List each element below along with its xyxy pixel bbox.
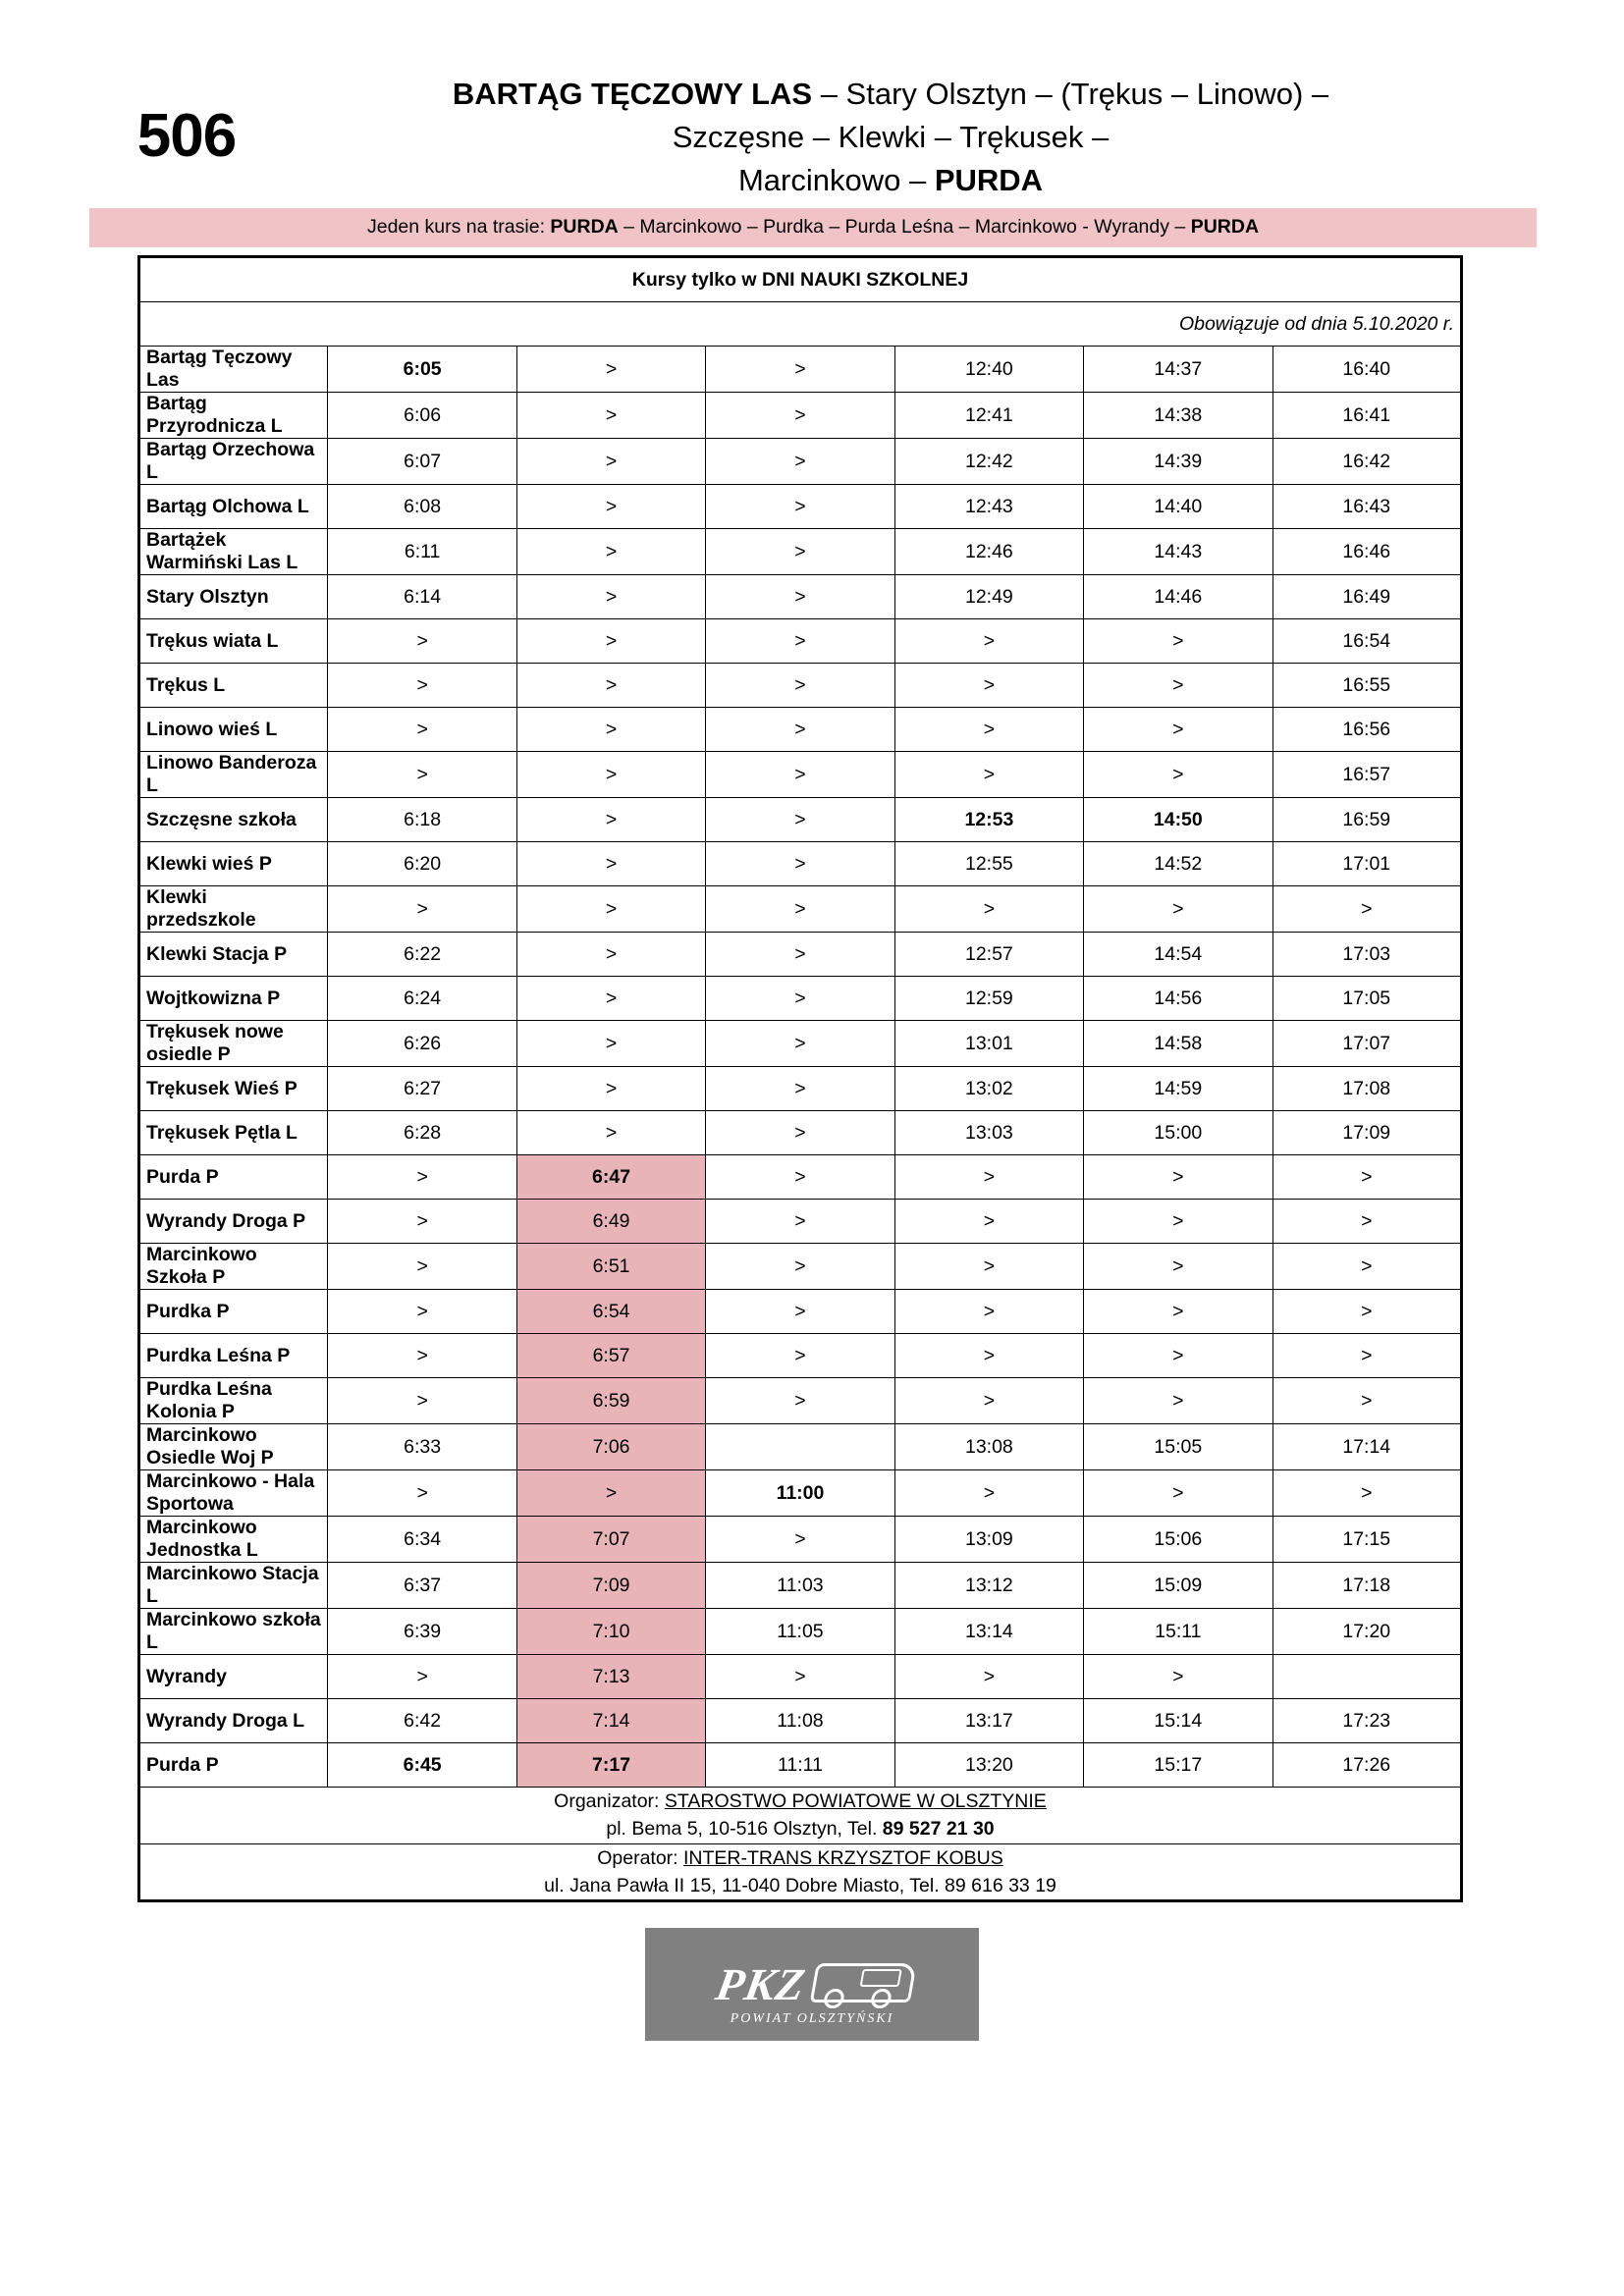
departure-time: 15:06 bbox=[1084, 1517, 1272, 1563]
departure-time: > bbox=[1084, 664, 1272, 708]
departure-time: > bbox=[894, 752, 1083, 798]
departure-time: > bbox=[516, 1021, 705, 1067]
departure-time: > bbox=[516, 708, 705, 752]
departure-time: > bbox=[894, 886, 1083, 933]
departure-time: 16:41 bbox=[1272, 393, 1461, 439]
departure-time: > bbox=[328, 1655, 516, 1699]
logo-text: PKZ bbox=[712, 1959, 810, 2010]
departure-time: 6:06 bbox=[328, 393, 516, 439]
departure-time: 7:17 bbox=[516, 1743, 705, 1788]
departure-time: > bbox=[706, 1378, 894, 1424]
departure-time: 16:42 bbox=[1272, 439, 1461, 485]
departure-time: 17:18 bbox=[1272, 1563, 1461, 1609]
departure-time: 16:43 bbox=[1272, 485, 1461, 529]
single-course-notice bbox=[89, 208, 1537, 247]
departure-time: 17:07 bbox=[1272, 1021, 1461, 1067]
table-row bbox=[139, 1470, 1462, 1517]
departure-time: > bbox=[1272, 886, 1461, 933]
organizer-cell bbox=[139, 1788, 1462, 1844]
departure-time: 16:59 bbox=[1272, 798, 1461, 842]
page-header bbox=[88, 59, 1536, 202]
departure-time: > bbox=[328, 1290, 516, 1334]
departure-time: > bbox=[1084, 1244, 1272, 1290]
departure-time: > bbox=[1084, 1334, 1272, 1378]
departure-time: 6:07 bbox=[328, 439, 516, 485]
stop-name: Purda P bbox=[139, 1743, 328, 1788]
stop-name: Trękusek Wieś P bbox=[139, 1067, 328, 1111]
stop-name: Klewki Stacja P bbox=[139, 933, 328, 977]
departure-time: 6:26 bbox=[328, 1021, 516, 1067]
departure-time: 15:00 bbox=[1084, 1111, 1272, 1155]
departure-time: > bbox=[894, 1200, 1083, 1244]
departure-time: > bbox=[328, 1334, 516, 1378]
departure-time: 17:03 bbox=[1272, 933, 1461, 977]
table-row bbox=[139, 575, 1462, 619]
table-row bbox=[139, 1517, 1462, 1563]
departure-time: 6:51 bbox=[516, 1244, 705, 1290]
departure-time: > bbox=[894, 1244, 1083, 1290]
departure-time: > bbox=[706, 798, 894, 842]
notice-pre: Jeden kurs na trasie: bbox=[366, 216, 551, 239]
departure-time: > bbox=[328, 1155, 516, 1200]
table-row bbox=[139, 1111, 1462, 1155]
table-row bbox=[139, 977, 1462, 1021]
notice-mid: – Marcinkowo – Purdka – Purda Leśna – Marcinkowo - Wyrandy – bbox=[618, 216, 1191, 239]
stop-name: Szczęsne szkoła bbox=[139, 798, 328, 842]
departure-time: > bbox=[1084, 1200, 1272, 1244]
departure-time: > bbox=[328, 1378, 516, 1424]
departure-time: > bbox=[516, 575, 705, 619]
departure-time: 12:59 bbox=[894, 977, 1083, 1021]
departure-time: 12:46 bbox=[894, 529, 1083, 575]
departure-time: 12:40 bbox=[894, 347, 1083, 393]
notice-bold-2: PURDA bbox=[1190, 216, 1260, 239]
operator-row bbox=[139, 1843, 1462, 1901]
departure-time: > bbox=[1084, 886, 1272, 933]
departure-time: > bbox=[1084, 1155, 1272, 1200]
operator-label: Operator: bbox=[597, 1846, 684, 1869]
operator-line bbox=[146, 1844, 1454, 1872]
departure-time: 6:49 bbox=[516, 1200, 705, 1244]
table-row bbox=[139, 1334, 1462, 1378]
departure-time: 11:05 bbox=[706, 1609, 894, 1655]
departure-time: > bbox=[1084, 1378, 1272, 1424]
departure-time: 6:45 bbox=[328, 1743, 516, 1788]
departure-time: > bbox=[516, 977, 705, 1021]
stop-name: Klewki wieś P bbox=[139, 842, 328, 886]
departure-time: > bbox=[894, 1378, 1083, 1424]
departure-time: > bbox=[706, 708, 894, 752]
departure-time: > bbox=[706, 1290, 894, 1334]
departure-time: > bbox=[1084, 1290, 1272, 1334]
departure-time: > bbox=[894, 1290, 1083, 1334]
stop-name: Bartąg Olchowa L bbox=[139, 485, 328, 529]
table-row bbox=[139, 1021, 1462, 1067]
departure-time: 14:58 bbox=[1084, 1021, 1272, 1067]
departure-time: 13:12 bbox=[894, 1563, 1083, 1609]
departure-time: > bbox=[516, 842, 705, 886]
departure-time: 6:54 bbox=[516, 1290, 705, 1334]
departure-time: 13:01 bbox=[894, 1021, 1083, 1067]
departure-time: > bbox=[894, 1655, 1083, 1699]
departure-time: 6:11 bbox=[328, 529, 516, 575]
departure-time: > bbox=[516, 798, 705, 842]
departure-time: > bbox=[706, 1155, 894, 1200]
departure-time: > bbox=[516, 933, 705, 977]
departure-time: > bbox=[706, 1200, 894, 1244]
departure-time: > bbox=[894, 1155, 1083, 1200]
departure-time: > bbox=[706, 485, 894, 529]
table-row bbox=[139, 886, 1462, 933]
departure-time: > bbox=[516, 439, 705, 485]
stop-name: Purdka Leśna P bbox=[139, 1334, 328, 1378]
stop-name: Marcinkowo Jednostka L bbox=[139, 1517, 328, 1563]
departure-time: 17:01 bbox=[1272, 842, 1461, 886]
departure-time: > bbox=[516, 1470, 705, 1517]
table-row bbox=[139, 664, 1462, 708]
timetable-title-row bbox=[139, 257, 1462, 302]
departure-time: > bbox=[516, 752, 705, 798]
departure-time: > bbox=[328, 664, 516, 708]
departure-time: 7:13 bbox=[516, 1655, 705, 1699]
operator-address: ul. Jana Pawła II 15, 11-040 Dobre Miasto, Tel. 89 616 33 19 bbox=[544, 1874, 1056, 1896]
organizer-line bbox=[146, 1788, 1454, 1815]
departure-time: 6:08 bbox=[328, 485, 516, 529]
departure-time: 6:42 bbox=[328, 1699, 516, 1743]
table-row bbox=[139, 1699, 1462, 1743]
departure-time: 17:09 bbox=[1272, 1111, 1461, 1155]
departure-time: 16:49 bbox=[1272, 575, 1461, 619]
stop-name: Purdka Leśna Kolonia P bbox=[139, 1378, 328, 1424]
stop-name: Bartążek Warmiński Las L bbox=[139, 529, 328, 575]
departure-time bbox=[1272, 1655, 1461, 1699]
departure-time bbox=[706, 1424, 894, 1470]
bus-icon bbox=[808, 1959, 911, 2010]
departure-time: 17:20 bbox=[1272, 1609, 1461, 1655]
departure-time: 6:22 bbox=[328, 933, 516, 977]
valid-from: Obowiązuje od dnia 5.10.2020 r. bbox=[139, 302, 1462, 347]
departure-time: 15:14 bbox=[1084, 1699, 1272, 1743]
departure-time: > bbox=[328, 1200, 516, 1244]
table-row bbox=[139, 1563, 1462, 1609]
departure-time: 16:56 bbox=[1272, 708, 1461, 752]
departure-time: > bbox=[706, 1244, 894, 1290]
timetable-valid-row bbox=[139, 302, 1462, 347]
departure-time: > bbox=[1272, 1470, 1461, 1517]
organizer-address-line bbox=[146, 1815, 1454, 1842]
pkz-logo bbox=[645, 1928, 979, 2041]
stop-name: Trękus wiata L bbox=[139, 619, 328, 664]
departure-time: 13:03 bbox=[894, 1111, 1083, 1155]
stop-name: Wyrandy Droga L bbox=[139, 1699, 328, 1743]
departure-time: > bbox=[328, 619, 516, 664]
departure-time: 7:06 bbox=[516, 1424, 705, 1470]
stop-name: Bartąg Przyrodnicza L bbox=[139, 393, 328, 439]
table-row bbox=[139, 1378, 1462, 1424]
organizer-address: pl. Bema 5, 10-516 Olsztyn, Tel. bbox=[606, 1818, 883, 1841]
operator-name: INTER-TRANS KRZYSZTOF KOBUS bbox=[683, 1846, 1003, 1869]
stop-name: Purda P bbox=[139, 1155, 328, 1200]
title-line-1 bbox=[285, 73, 1496, 116]
stop-name: Wyrandy bbox=[139, 1655, 328, 1699]
departure-time: > bbox=[516, 1067, 705, 1111]
departure-time: 15:09 bbox=[1084, 1563, 1272, 1609]
departure-time: 14:52 bbox=[1084, 842, 1272, 886]
departure-time: 7:09 bbox=[516, 1563, 705, 1609]
departure-time: > bbox=[1084, 1470, 1272, 1517]
departure-time: 6:27 bbox=[328, 1067, 516, 1111]
stop-name: Stary Olsztyn bbox=[139, 575, 328, 619]
table-row bbox=[139, 1200, 1462, 1244]
departure-time: 14:43 bbox=[1084, 529, 1272, 575]
table-row bbox=[139, 485, 1462, 529]
departure-time: > bbox=[1272, 1200, 1461, 1244]
table-row bbox=[139, 529, 1462, 575]
departure-time: 11:03 bbox=[706, 1563, 894, 1609]
departure-time: > bbox=[894, 708, 1083, 752]
stop-name: Marcinkowo Szkoła P bbox=[139, 1244, 328, 1290]
table-row bbox=[139, 439, 1462, 485]
departure-time: > bbox=[1272, 1334, 1461, 1378]
departure-time: 16:46 bbox=[1272, 529, 1461, 575]
organizer-label: Organizator: bbox=[554, 1790, 665, 1813]
departure-time: 6:28 bbox=[328, 1111, 516, 1155]
stop-name: Trękusek Pętla L bbox=[139, 1111, 328, 1155]
departure-time: > bbox=[328, 708, 516, 752]
stop-name: Marcinkowo Stacja L bbox=[139, 1563, 328, 1609]
departure-time: > bbox=[894, 664, 1083, 708]
table-row bbox=[139, 1743, 1462, 1788]
departure-time: 6:18 bbox=[328, 798, 516, 842]
stop-name: Purdka P bbox=[139, 1290, 328, 1334]
departure-time: > bbox=[1272, 1244, 1461, 1290]
departure-time: > bbox=[706, 886, 894, 933]
logo-area bbox=[88, 1928, 1536, 2041]
departure-time: 6:57 bbox=[516, 1334, 705, 1378]
departure-time: > bbox=[1084, 1655, 1272, 1699]
departure-time: > bbox=[328, 752, 516, 798]
stop-name: Linowo Banderoza L bbox=[139, 752, 328, 798]
stop-name: Marcinkowo szkoła L bbox=[139, 1609, 328, 1655]
departure-time: 17:23 bbox=[1272, 1699, 1461, 1743]
departure-time: > bbox=[706, 529, 894, 575]
stop-name: Wojtkowizna P bbox=[139, 977, 328, 1021]
departure-time: 11:00 bbox=[706, 1470, 894, 1517]
title-line-1-rest: – Stary Olsztyn – (Trękus – Linowo) – bbox=[812, 77, 1329, 111]
departure-time: 12:49 bbox=[894, 575, 1083, 619]
table-row bbox=[139, 708, 1462, 752]
departure-time: 15:11 bbox=[1084, 1609, 1272, 1655]
departure-time: 17:14 bbox=[1272, 1424, 1461, 1470]
departure-time: > bbox=[1084, 619, 1272, 664]
departure-time: 16:40 bbox=[1272, 347, 1461, 393]
departure-time: 17:08 bbox=[1272, 1067, 1461, 1111]
departure-time: > bbox=[706, 842, 894, 886]
stop-name: Trękusek nowe osiedle P bbox=[139, 1021, 328, 1067]
departure-time: 12:53 bbox=[894, 798, 1083, 842]
table-row bbox=[139, 347, 1462, 393]
departure-time: > bbox=[516, 1111, 705, 1155]
departure-time: > bbox=[706, 1067, 894, 1111]
departure-time: 11:08 bbox=[706, 1699, 894, 1743]
table-row bbox=[139, 393, 1462, 439]
table-row bbox=[139, 933, 1462, 977]
departure-time: > bbox=[516, 886, 705, 933]
departure-time: 14:59 bbox=[1084, 1067, 1272, 1111]
departure-time: > bbox=[706, 1517, 894, 1563]
departure-time: 7:14 bbox=[516, 1699, 705, 1743]
departure-time: > bbox=[516, 664, 705, 708]
departure-time: > bbox=[516, 529, 705, 575]
departure-time: 13:20 bbox=[894, 1743, 1083, 1788]
departure-time: 17:26 bbox=[1272, 1743, 1461, 1788]
departure-time: > bbox=[706, 1655, 894, 1699]
departure-time: 14:39 bbox=[1084, 439, 1272, 485]
timetable-body bbox=[139, 257, 1462, 1901]
title-line-3 bbox=[285, 159, 1496, 202]
departure-time: > bbox=[516, 485, 705, 529]
departure-time: > bbox=[1084, 752, 1272, 798]
logo-inner bbox=[712, 1958, 911, 2010]
departure-time: > bbox=[516, 393, 705, 439]
title-line-3-bold: PURDA bbox=[934, 163, 1044, 198]
departure-time: > bbox=[894, 619, 1083, 664]
departure-time: > bbox=[706, 347, 894, 393]
departure-time: > bbox=[328, 886, 516, 933]
departure-time: 14:38 bbox=[1084, 393, 1272, 439]
table-row bbox=[139, 1244, 1462, 1290]
departure-time: 6:33 bbox=[328, 1424, 516, 1470]
departure-time: 16:57 bbox=[1272, 752, 1461, 798]
departure-time: > bbox=[706, 575, 894, 619]
table-row bbox=[139, 1424, 1462, 1470]
departure-time: 14:37 bbox=[1084, 347, 1272, 393]
departure-time: 6:14 bbox=[328, 575, 516, 619]
stop-name: Trękus L bbox=[139, 664, 328, 708]
departure-time: 6:24 bbox=[328, 977, 516, 1021]
table-row bbox=[139, 1290, 1462, 1334]
departure-time: 7:07 bbox=[516, 1517, 705, 1563]
title-line-2: Szczęsne – Klewki – Trękusek – bbox=[672, 120, 1110, 155]
departure-time: 13:14 bbox=[894, 1609, 1083, 1655]
departure-time: > bbox=[706, 1111, 894, 1155]
departure-time: 13:17 bbox=[894, 1699, 1083, 1743]
stop-name: Linowo wieś L bbox=[139, 708, 328, 752]
departure-time: 14:46 bbox=[1084, 575, 1272, 619]
departure-time: 12:41 bbox=[894, 393, 1083, 439]
departure-time: 6:47 bbox=[516, 1155, 705, 1200]
departure-time: 14:56 bbox=[1084, 977, 1272, 1021]
departure-time: 13:02 bbox=[894, 1067, 1083, 1111]
departure-time: 12:42 bbox=[894, 439, 1083, 485]
organizer-name: STAROSTWO POWIATOWE W OLSZTYNIE bbox=[664, 1790, 1047, 1813]
departure-time: > bbox=[706, 977, 894, 1021]
departure-time: > bbox=[706, 393, 894, 439]
departure-time: > bbox=[516, 347, 705, 393]
timetable-title: Kursy tylko w DNI NAUKI SZKOLNEJ bbox=[139, 257, 1462, 302]
departure-time: 6:34 bbox=[328, 1517, 516, 1563]
route-number: 506 bbox=[136, 102, 237, 170]
departure-time: > bbox=[706, 752, 894, 798]
page-title bbox=[285, 59, 1536, 202]
stop-name: Marcinkowo - Hala Sportowa bbox=[139, 1470, 328, 1517]
departure-time: 17:05 bbox=[1272, 977, 1461, 1021]
departure-time: > bbox=[706, 439, 894, 485]
departure-time: > bbox=[1272, 1155, 1461, 1200]
departure-time: > bbox=[706, 664, 894, 708]
departure-time: 15:17 bbox=[1084, 1743, 1272, 1788]
departure-time: > bbox=[706, 619, 894, 664]
departure-time: 16:54 bbox=[1272, 619, 1461, 664]
departure-time: 13:08 bbox=[894, 1424, 1083, 1470]
stop-name: Bartąg Tęczowy Las bbox=[139, 347, 328, 393]
departure-time: 6:20 bbox=[328, 842, 516, 886]
departure-time: > bbox=[894, 1470, 1083, 1517]
table-row bbox=[139, 1155, 1462, 1200]
notice-bold-1: PURDA bbox=[550, 216, 619, 239]
departure-time: 14:50 bbox=[1084, 798, 1272, 842]
departure-time: 12:55 bbox=[894, 842, 1083, 886]
departure-time: 12:57 bbox=[894, 933, 1083, 977]
departure-time: 11:11 bbox=[706, 1743, 894, 1788]
departure-time: > bbox=[328, 1470, 516, 1517]
organizer-phone: 89 527 21 30 bbox=[882, 1818, 995, 1841]
departure-time: 14:40 bbox=[1084, 485, 1272, 529]
stop-name: Marcinkowo Osiedle Woj P bbox=[139, 1424, 328, 1470]
departure-time: 15:05 bbox=[1084, 1424, 1272, 1470]
timetable bbox=[137, 255, 1463, 1902]
stop-name: Klewki przedszkole bbox=[139, 886, 328, 933]
table-row bbox=[139, 1609, 1462, 1655]
table-row bbox=[139, 1655, 1462, 1699]
table-row bbox=[139, 619, 1462, 664]
departure-time: > bbox=[894, 1334, 1083, 1378]
departure-time: > bbox=[1084, 708, 1272, 752]
table-row bbox=[139, 1067, 1462, 1111]
departure-time: 13:09 bbox=[894, 1517, 1083, 1563]
departure-time: > bbox=[516, 619, 705, 664]
departure-time: 6:37 bbox=[328, 1563, 516, 1609]
logo-subtitle: POWIAT OLSZTYŃSKI bbox=[730, 2011, 894, 2027]
operator-cell bbox=[139, 1843, 1462, 1901]
departure-time: > bbox=[706, 933, 894, 977]
stop-name: Wyrandy Droga P bbox=[139, 1200, 328, 1244]
departure-time: 17:15 bbox=[1272, 1517, 1461, 1563]
departure-time: 12:43 bbox=[894, 485, 1083, 529]
departure-time: 7:10 bbox=[516, 1609, 705, 1655]
departure-time: 6:05 bbox=[328, 347, 516, 393]
departure-time: 14:54 bbox=[1084, 933, 1272, 977]
departure-time: 6:39 bbox=[328, 1609, 516, 1655]
departure-time: > bbox=[706, 1334, 894, 1378]
table-row bbox=[139, 842, 1462, 886]
departure-time: 16:55 bbox=[1272, 664, 1461, 708]
departure-time: > bbox=[706, 1021, 894, 1067]
departure-time: > bbox=[328, 1244, 516, 1290]
departure-time: > bbox=[1272, 1290, 1461, 1334]
table-row bbox=[139, 798, 1462, 842]
title-line-1-bold: BARTĄG TĘCZOWY LAS bbox=[452, 77, 813, 111]
departure-time: 6:59 bbox=[516, 1378, 705, 1424]
organizer-row bbox=[139, 1788, 1462, 1844]
stop-name: Bartąg Orzechowa L bbox=[139, 439, 328, 485]
departure-time: > bbox=[1272, 1378, 1461, 1424]
table-row bbox=[139, 752, 1462, 798]
title-line-3-pre: Marcinkowo – bbox=[737, 163, 935, 198]
